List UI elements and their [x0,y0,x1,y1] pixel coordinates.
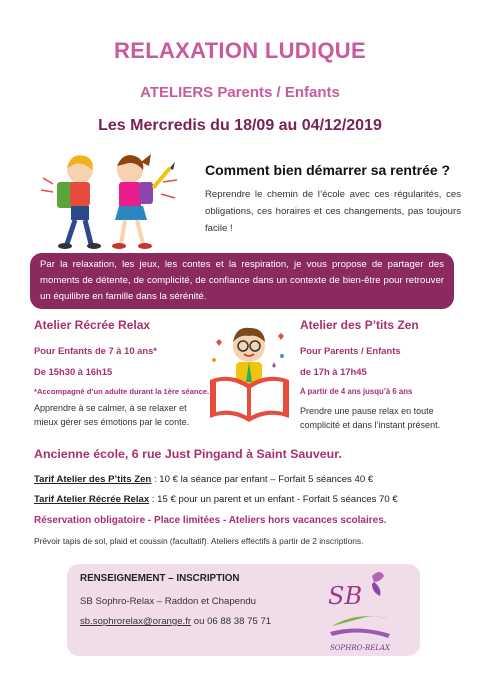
dates-line: Les Mercredis du 18/09 au 04/12/2019 [98,117,382,134]
tarif-label-recree-relax: Tarif Atelier Récrée Relax [34,494,150,505]
reservation-notice: Réservation obligatoire - Place limitées - Ateliers hors vacances scolaires. [34,515,387,526]
workshop-right-time: de 17h à 17h45 [300,366,367,377]
workshop-left-audience: Pour Enfants de 7 à 10 ans* [34,345,157,356]
workshop-left-note: *Accompagné d’un adulte durant la 1ère séance. [34,387,210,396]
contact-name: SB Sophro-Relax – Raddon et Chapendu [80,596,257,607]
intro-banner: Par la relaxation, les jeux, les contes et la respiration, je vous propose de partager des moments de détente, de complicité, de confiance dans un contexte de bien-être pour retrouver un équilibre en famille dans la sérénité. [30,253,454,309]
page-subtitle: ATELIERS Parents / Enfants [140,84,340,101]
contact-email-link[interactable]: sb.sophrorelax@orange.fr [80,616,192,627]
intro-question: Comment bien démarrer sa rentrée ? [205,162,451,178]
tarif-label-ptits-zen: Tarif Atelier des P’tits Zen [34,474,152,485]
tarif-line-recree-relax [34,494,398,505]
kids-illustration [35,148,185,253]
sb-sophro-relax-logo [310,566,410,654]
logo-initials: SB [328,582,363,610]
contact-details [80,616,271,627]
workshop-right-description: Prendre une pause relax en toute complicité et dans l’instant présent. [300,406,441,430]
workshop-right-title: Atelier des P’tits Zen [300,318,419,332]
contact-separator: ou [191,616,208,627]
workshop-right-age: A partir de 4 ans jusqu’à 6 ans [300,387,413,396]
page-title: RELAXATION LUDIQUE [114,38,366,63]
tarif-value-recree-relax: : 15 € pour un parent et un enfant - Forfait 5 séances 70 € [149,494,398,505]
workshop-left-time: De 15h30 à 16h15 [34,366,113,377]
reading-child-illustration [202,322,297,432]
contact-phone: 06 88 38 75 71 [207,616,272,627]
intro-text: Reprendre le chemin de l’école avec ces régularités, ces obligations, ces horaires et ces changements, pas toujours facile ! [205,189,461,234]
workshop-left-description: Apprendre à se calmer, à se relaxer et mieux gérer ses émotions par le conte. [34,403,190,427]
workshop-right-audience: Pour Parents / Enfants [300,345,401,356]
contact-title: RENSEIGNEMENT – INSCRIPTION [80,573,240,584]
logo-caption: SOPHRO-RELAX [329,644,391,652]
tarif-line-ptits-zen [34,474,373,485]
workshop-left-title: Atelier Récrée Relax [34,318,151,332]
tarif-value-ptits-zen: : 10 € la séance par enfant – Forfait 5 séances 40 € [151,474,374,485]
address-line: Ancienne école, 6 rue Just Pingand à Saint Sauveur. [34,447,342,461]
equipment-notice: Prévoir tapis de sol, plaid et coussin (facultatif). Ateliers effectifs à partir de 2 inscriptions. [34,536,364,546]
